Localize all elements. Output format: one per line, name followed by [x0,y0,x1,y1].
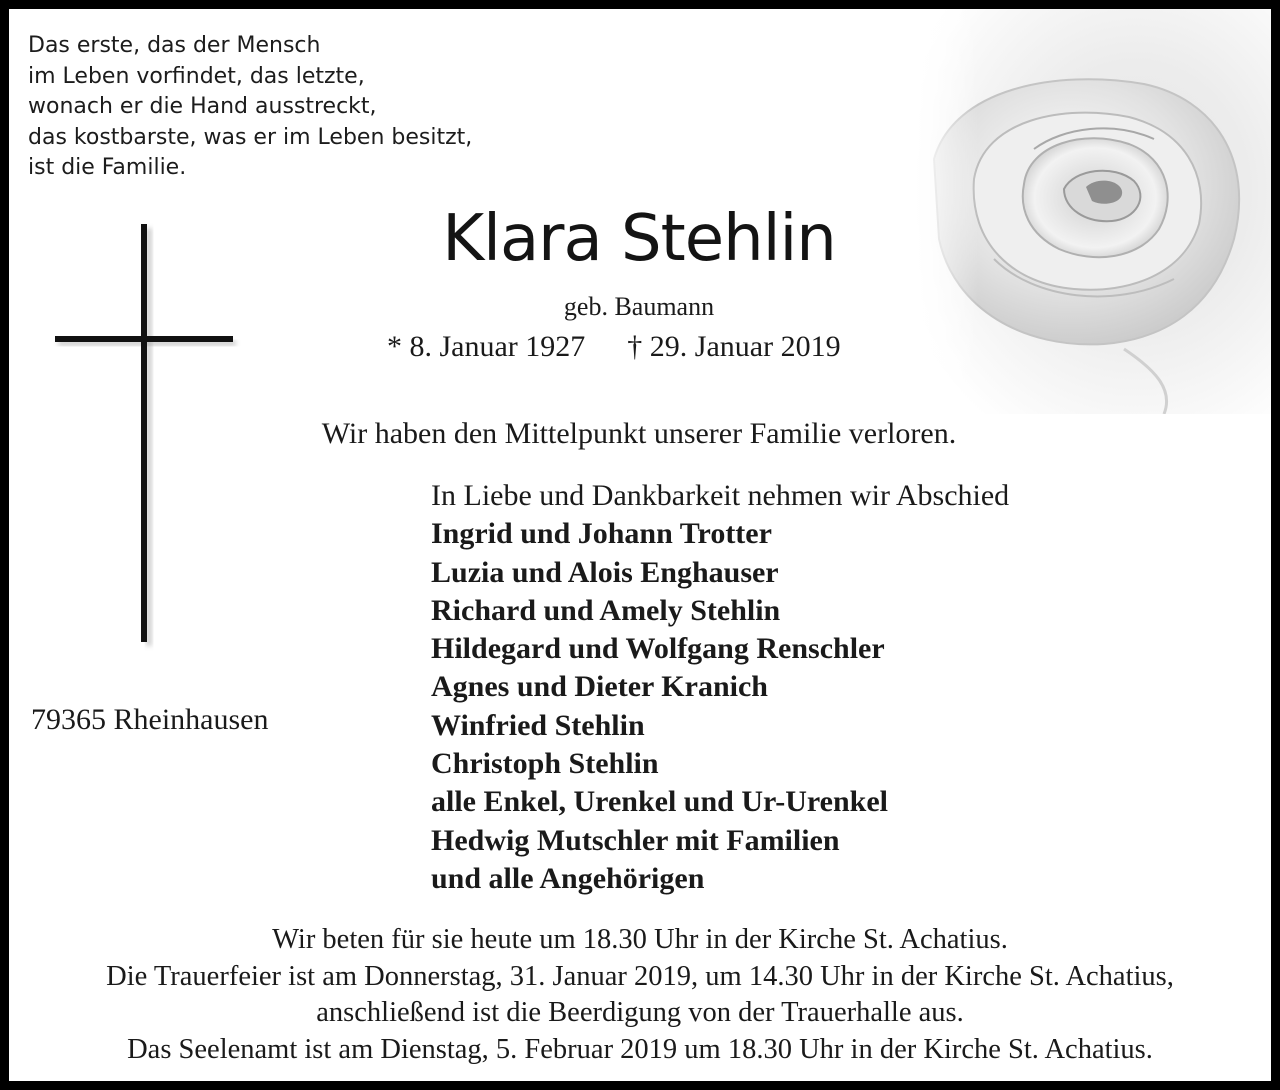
cross-icon [49,214,249,654]
service-line: Das Seelenamt ist am Dienstag, 5. Februar 2019 um 18.30 Uhr in der Kirche St. Achatius. [127,1033,1153,1065]
mourner-name: Hedwig Mutschler mit Familien [431,823,840,857]
service-line: Wir beten für sie heute um 18.30 Uhr in der Kirche St. Achatius. [272,924,1008,955]
mourner-name: Richard und Amely Stehlin [431,593,781,627]
lead-text: Wir haben den Mittelpunkt unserer Familie verloren. [321,417,957,450]
poem-line: Das erste, das der Mensch [28,33,321,58]
obituary-notice [9,9,1271,1081]
life-dates [387,330,841,364]
service-line: Die Trauerfeier ist am Donnerstag, 31. Januar 2019, um 14.30 Uhr in der Kirche St. Achatius, [106,960,1174,992]
death-date: † 29. Januar 2019 [627,330,841,363]
mourners-list [431,477,1009,898]
mourner-name: Agnes und Dieter Kranich [431,670,768,704]
mourner-name: Hildegard und Wolfgang Renschler [431,632,885,666]
birth-name: geb. Baumann [563,292,715,321]
service-info [9,922,1271,1068]
mourners-intro: In Liebe und Dankbarkeit nehmen wir Abschied [431,479,1010,512]
poem-line: ist die Familie. [28,155,187,180]
mourner-name: Luzia und Alois Enghauser [431,555,779,589]
poem-line: im Leben vorfindet, das letzte, [28,63,365,89]
mourner-name: Ingrid und Johann Trotter [431,517,772,551]
deceased-name: Klara Stehlin [442,202,836,276]
birth-date: * 8. Januar 1927 [387,330,586,363]
mourner-name: Winfried Stehlin [431,708,645,742]
mourner-name: alle Enkel, Urenkel und Ur-Urenkel [431,785,888,819]
service-line: anschließend ist die Beerdigung von der Trauerhalle aus. [316,997,964,1028]
mourner-name: Christoph Stehlin [431,747,659,781]
poem-line: wonach er die Hand ausstreckt, [28,94,377,119]
place: 79365 Rheinhausen [31,703,269,736]
mourner-name: und alle Angehörigen [431,861,705,895]
poem [28,31,472,184]
poem-line: das kostbarste, was er im Leben besitzt, [28,124,473,150]
